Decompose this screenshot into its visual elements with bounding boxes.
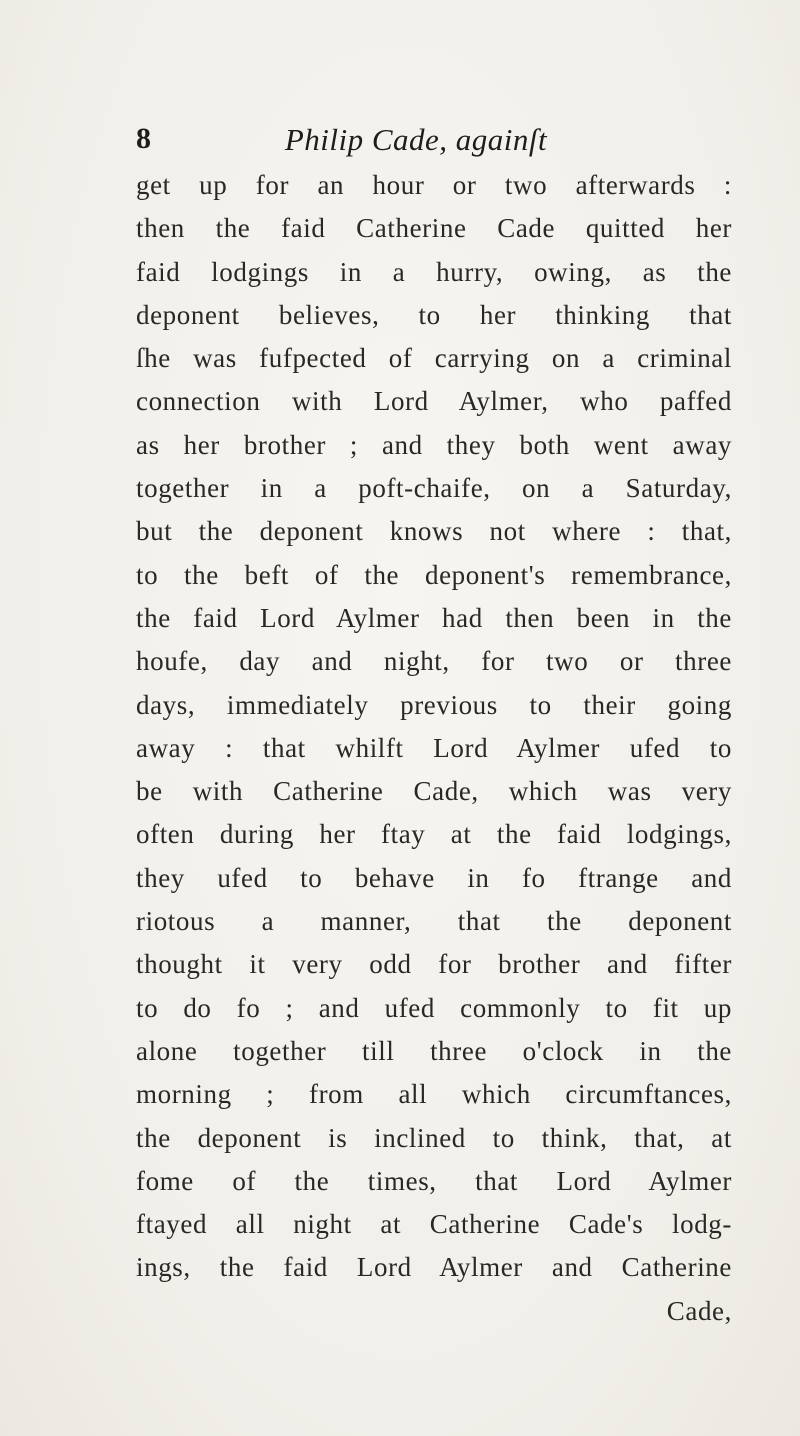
text-line: ings, the faid Lord Aylmer and Catherine [136,1252,732,1283]
text-line: as her brother ; and they both went away [136,429,732,460]
text-line: riotous a manner, that the deponent [136,906,732,937]
text-line: ftayed all night at Catherine Cade's lodg- [136,1209,732,1240]
running-head [136,122,696,162]
text-line: to the beft of the deponent's remembrance, [136,559,732,590]
text-line: connection with Lord Aylmer, who paffed [136,386,732,417]
text-line: together in a poft-chaife, on a Saturday, [136,473,732,504]
catchword: Cade, [666,1295,732,1326]
text-line: get up for an hour or two afterwards : [136,170,732,200]
text-line: then the faid Catherine Cade quitted her [136,213,732,244]
text-line: thought it very odd for brother and fifter [136,949,732,980]
text-line: they ufed to behave in fo ftrange and [136,862,732,893]
text-line: faid lodgings in a hurry, owing, as the [136,256,732,287]
text-line: the faid Lord Aylmer had then been in the [136,602,732,633]
text-line: be with Catherine Cade, which was very [136,776,732,807]
text-line: the deponent is inclined to think, that, at [136,1122,732,1153]
page-number: 8 [136,122,151,155]
text-line: away : that whilft Lord Aylmer ufed to [136,732,732,763]
running-title: Philip Cade, againſt [284,122,548,157]
text-line: houfe, day and night, for two or three [136,646,732,677]
text-line: fome of the times, that Lord Aylmer [136,1165,732,1196]
text-line: but the deponent knows not where : that, [136,516,732,547]
text-line: to do fo ; and ufed commonly to fit up [136,992,732,1023]
text-line: ſhe was fufpected of carrying on a criminal [136,343,732,374]
text-line: often during her ftay at the faid lodgings, [136,819,732,850]
text-line: deponent believes, to her thinking that [136,299,732,330]
body-text [136,164,732,1333]
text-line: morning ; from all which circumftances, [136,1079,732,1110]
text-line: alone together till three o'clock in the [136,1035,732,1066]
text-line: days, immediately previous to their going [136,689,732,720]
